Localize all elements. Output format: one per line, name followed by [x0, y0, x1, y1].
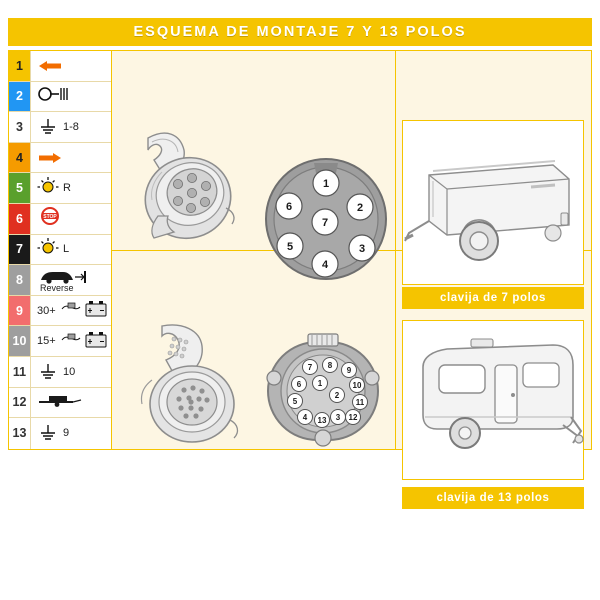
- plug-13-pole-photo: [118, 320, 268, 448]
- svg-text:3: 3: [335, 413, 341, 422]
- svg-text:11: 11: [355, 398, 365, 407]
- legend-symbol: [31, 296, 111, 326]
- legend-row: [9, 296, 111, 327]
- right-arrow-icon: [37, 151, 63, 165]
- legend-label: R: [63, 182, 71, 195]
- legend-number: 6: [9, 204, 31, 234]
- legend-number: 9: [9, 296, 31, 326]
- legend-label: 30+: [37, 304, 56, 317]
- svg-text:1: 1: [317, 379, 323, 388]
- legend-number: 2: [9, 82, 31, 112]
- legend-label: 15+: [37, 335, 56, 348]
- legend-row: [9, 418, 111, 449]
- legend-table: [8, 50, 112, 450]
- fog-lamp-icon: [37, 86, 73, 107]
- legend-label: L: [63, 243, 70, 256]
- svg-text:2: 2: [334, 391, 340, 400]
- legend-label: 1-8: [63, 120, 79, 133]
- legend-row: [9, 235, 111, 266]
- legend-number: 3: [9, 112, 31, 142]
- legend-label: Reverse: [40, 283, 74, 294]
- ground-icon: [37, 424, 59, 442]
- svg-text:8: 8: [327, 361, 333, 370]
- svg-text:5: 5: [292, 397, 298, 406]
- svg-text:9: 9: [346, 366, 352, 375]
- stop-lamp-icon: [37, 205, 63, 232]
- lamp-icon: [37, 176, 59, 201]
- left-arrow-icon: [37, 59, 63, 73]
- plug-13-caption: [402, 487, 584, 509]
- legend-row: [9, 143, 111, 174]
- legend-row: [9, 265, 111, 296]
- legend-symbol: [31, 204, 111, 234]
- legend-symbol: [31, 143, 111, 173]
- legend-number: 11: [9, 357, 31, 387]
- legend-symbol: [31, 357, 111, 387]
- legend-row: [9, 204, 111, 235]
- caravan-trailer-illustration: [402, 320, 584, 480]
- svg-text:7: 7: [321, 217, 329, 229]
- legend-row: [9, 173, 111, 204]
- legend-number: 5: [9, 173, 31, 203]
- svg-text:6: 6: [296, 380, 302, 389]
- ground-icon: [37, 118, 59, 136]
- title-bar: [8, 18, 592, 46]
- svg-text:12: 12: [348, 413, 358, 422]
- svg-text:3: 3: [358, 243, 366, 255]
- ground-icon: [37, 363, 59, 381]
- legend-symbol: [31, 173, 111, 203]
- plug-7-caption-text: clavija de 7 polos: [439, 292, 547, 304]
- svg-text:2: 2: [356, 202, 364, 214]
- trailer-icon: [37, 392, 83, 413]
- flatbed-trailer-illustration: [402, 120, 584, 285]
- legend-number: 13: [9, 418, 31, 449]
- legend-symbol: [31, 235, 111, 265]
- plug-13-caption-text: clavija de 13 polos: [436, 492, 550, 504]
- legend-row: [9, 388, 111, 419]
- legend-row: [9, 357, 111, 388]
- legend-symbol: [31, 51, 111, 81]
- svg-text:STOP: STOP: [43, 214, 57, 221]
- plug-7-pole-photo: [118, 120, 258, 245]
- svg-text:1: 1: [322, 178, 330, 190]
- plug-7-caption: [402, 287, 584, 309]
- legend-row: [9, 112, 111, 143]
- legend-label: 10: [63, 365, 76, 378]
- legend-row: [9, 51, 111, 82]
- legend-number: 1: [9, 51, 31, 81]
- lamp-icon: [37, 237, 59, 262]
- legend-number: 4: [9, 143, 31, 173]
- legend-symbol: [31, 388, 111, 418]
- legend-row: [9, 82, 111, 113]
- legend-symbol: [31, 82, 111, 112]
- svg-text:6: 6: [285, 201, 293, 213]
- plug-13-pole-pinout: [258, 330, 388, 450]
- svg-text:10: 10: [352, 381, 362, 390]
- legend-number: 10: [9, 326, 31, 356]
- battery-charge-icon: [60, 328, 110, 355]
- plug-7-pole-pinout: [262, 155, 390, 283]
- legend-symbol: [31, 265, 111, 295]
- legend-symbol: [31, 112, 111, 142]
- battery-plus-icon: [60, 297, 110, 324]
- legend-number: 8: [9, 265, 31, 295]
- legend-label: 9: [63, 427, 70, 440]
- legend-row: [9, 326, 111, 357]
- legend-number: 7: [9, 235, 31, 265]
- frame-divider-vertical: [395, 50, 396, 450]
- svg-text:4: 4: [302, 413, 308, 422]
- legend-symbol: [31, 326, 111, 356]
- page-title: ESQUEMA DE MONTAJE 7 Y 13 POLOS: [133, 24, 467, 40]
- svg-text:7: 7: [307, 363, 313, 372]
- svg-text:4: 4: [321, 259, 329, 271]
- svg-text:5: 5: [286, 241, 294, 253]
- svg-text:13: 13: [317, 416, 327, 425]
- legend-symbol: [31, 418, 111, 449]
- legend-number: 12: [9, 388, 31, 418]
